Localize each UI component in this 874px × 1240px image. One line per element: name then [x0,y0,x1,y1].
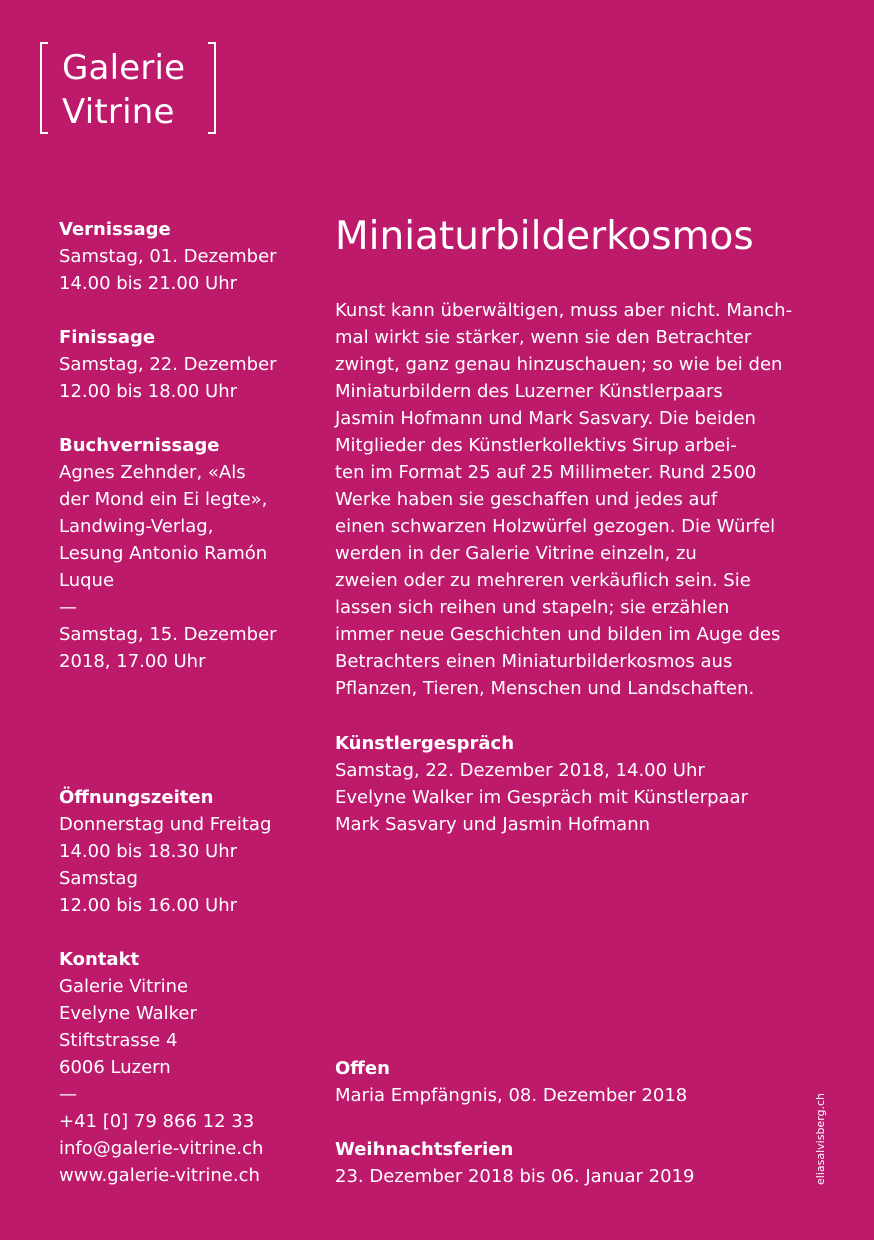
body-line: zweien oder zu mehreren verkäuflich sein. Sie [335,570,751,591]
buchvernissage-line: Luque [59,570,115,591]
body-line: Pflanzen, Tieren, Menschen und Landschaften. [335,678,755,699]
body-line: Kunst kann überwältigen, muss aber nicht. Manch- [335,300,793,321]
offen-section [335,1055,805,1109]
buchvernissage-heading: Buchvernissage [59,435,220,456]
body-line: lassen sich reihen und stapeln; sie erzählen [335,597,730,618]
oeffnungszeiten-line: Donnerstag und Freitag [59,814,272,835]
body-text [335,297,805,702]
buchvernissage-line: Landwing-Verlag, [59,516,214,537]
vernissage-section [59,216,309,297]
buchvernissage-line: Samstag, 15. Dezember [59,624,277,645]
logo-line-2: Vitrine [62,92,175,132]
body-line: zwingt, ganz genau hinzuschauen; so wie bei den [335,354,783,375]
kontakt-heading: Kontakt [59,949,140,970]
kontakt-line: 6006 Luzern [59,1057,171,1078]
finissage-line: 12.00 bis 18.00 Uhr [59,381,238,402]
body-line: ten im Format 25 auf 25 Millimeter. Rund 2500 [335,462,757,483]
offen-heading: Offen [335,1058,390,1079]
kontakt-line: Evelyne Walker [59,1003,197,1024]
divider-dash: — [59,597,77,618]
oeffnungszeiten-line: Samstag [59,868,138,889]
buchvernissage-line: Agnes Zehnder, «Als [59,462,246,483]
vernissage-line: 14.00 bis 21.00 Uhr [59,273,238,294]
logo-bracket-right [208,42,216,134]
buchvernissage-line: der Mond ein Ei legte», [59,489,268,510]
body-line: Mitglieder des Künstlerkollektivs Sirup arbei- [335,435,737,456]
vernissage-heading: Vernissage [59,219,171,240]
kontakt-line: Galerie Vitrine [59,976,189,997]
oeffnungszeiten-line: 14.00 bis 18.30 Uhr [59,841,238,862]
kuenstlergespraech-line: Evelyne Walker im Gespräch mit Künstlerpaar [335,787,748,808]
body-line: Miniaturbildern des Luzerner Künstlerpaars [335,381,723,402]
weihnachtsferien-line: 23. Dezember 2018 bis 06. Januar 2019 [335,1166,695,1187]
body-line: mal wirkt sie stärker, wenn sie den Betrachter [335,327,752,348]
kuenstlergespraech-heading: Künstlergespräch [335,733,515,754]
website-link[interactable]: www.galerie-vitrine.ch [59,1165,260,1186]
kontakt-section [59,946,309,1189]
kuenstlergespraech-line: Samstag, 22. Dezember 2018, 14.00 Uhr [335,760,705,781]
body-line: immer neue Geschichten und bilden im Auge des [335,624,781,645]
logo-bracket-left [40,42,48,134]
body-line: Jasmin Hofmann und Mark Sasvary. Die beiden [335,408,756,429]
buchvernissage-line: 2018, 17.00 Uhr [59,651,206,672]
page-title: Miniaturbilderkosmos [335,214,754,259]
kuenstlergespraech-section [335,730,805,838]
weihnachtsferien-heading: Weihnachtsferien [335,1139,514,1160]
finissage-section [59,324,309,405]
finissage-heading: Finissage [59,327,156,348]
body-line: Werke haben sie geschaffen und jedes auf [335,489,718,510]
offen-line: Maria Empfängnis, 08. Dezember 2018 [335,1085,688,1106]
phone-number[interactable]: +41 [0] 79 866 12 33 [59,1111,255,1132]
buchvernissage-line: Lesung Antonio Ramón [59,543,268,564]
kontakt-line: Stiftstrasse 4 [59,1030,178,1051]
divider-dash: — [59,1084,77,1105]
body-line: einen schwarzen Holzwürfel gezogen. Die Würfel [335,516,776,537]
finissage-line: Samstag, 22. Dezember [59,354,277,375]
designer-credit: eliasalvisberg.ch [814,1092,827,1185]
body-line: werden in der Galerie Vitrine einzeln, zu [335,543,697,564]
gallery-logo [40,42,216,136]
body-line: Betrachters einen Miniaturbilderkosmos aus [335,651,733,672]
buchvernissage-section [59,432,309,675]
logo-line-1: Galerie [62,48,186,88]
oeffnungszeiten-line: 12.00 bis 16.00 Uhr [59,895,238,916]
vernissage-line: Samstag, 01. Dezember [59,246,277,267]
kuenstlergespraech-line: Mark Sasvary und Jasmin Hofmann [335,814,651,835]
weihnachtsferien-section [335,1136,805,1190]
oeffnungszeiten-section [59,784,309,919]
email-link[interactable]: info@galerie-vitrine.ch [59,1138,264,1159]
oeffnungszeiten-heading: Öffnungszeiten [59,787,214,808]
